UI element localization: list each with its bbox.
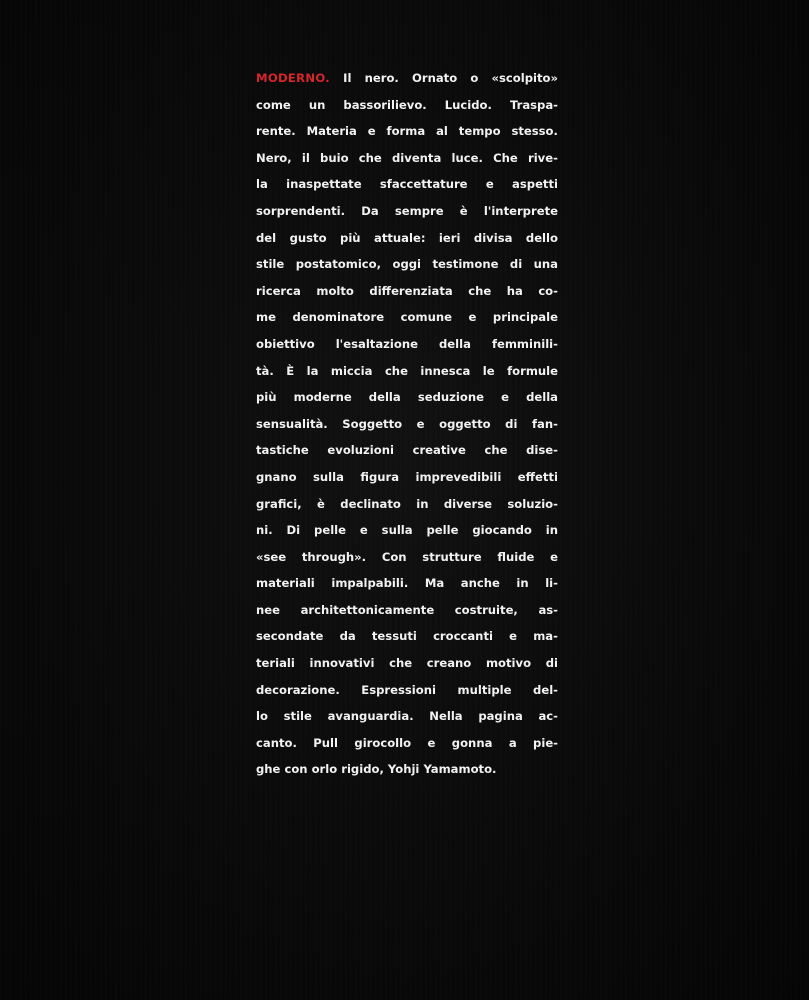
word: oggi: [392, 257, 422, 272]
word: l'interprete: [483, 203, 558, 218]
word: Espressioni: [361, 682, 436, 697]
text-line: [256, 92, 558, 119]
word: molto: [316, 283, 354, 298]
word: pagina: [478, 709, 523, 724]
word: Soggetto: [342, 416, 403, 431]
word: moderne: [293, 390, 352, 405]
word: che: [384, 363, 408, 378]
word: principale: [492, 310, 558, 325]
word: differenziata: [369, 283, 453, 298]
word: gusto: [289, 230, 327, 245]
word: «scolpito»: [491, 71, 558, 85]
word: fluide: [497, 549, 535, 564]
word: creano: [426, 656, 472, 671]
word: sensualità.: [256, 416, 328, 431]
word: evoluzioni: [327, 443, 394, 458]
word: a: [508, 735, 517, 750]
word: Il: [343, 71, 352, 85]
word: grafici,: [256, 496, 302, 511]
text-line: [256, 677, 558, 704]
word: formule: [507, 363, 558, 378]
word: «see: [256, 549, 287, 564]
word: croccanti: [433, 629, 493, 644]
word: Da: [361, 203, 379, 218]
word: impalpabili.: [331, 576, 409, 591]
word: di: [509, 257, 523, 272]
word: della: [368, 390, 401, 405]
word: è: [317, 496, 325, 511]
word: e: [550, 549, 558, 564]
word: effetti: [517, 469, 558, 484]
word: del: [256, 230, 277, 245]
word: da: [339, 629, 356, 644]
word: del-: [533, 682, 558, 697]
word: o: [470, 71, 479, 85]
word: buio: [320, 150, 349, 165]
word: che: [468, 283, 492, 298]
word: ma-: [533, 629, 558, 644]
text-line: [256, 171, 558, 198]
lead-word: MODERNO.: [256, 71, 330, 85]
word: teriali: [256, 656, 295, 671]
word: e: [367, 124, 376, 139]
word: che: [358, 150, 382, 165]
text-line: [256, 570, 558, 597]
word: declinato: [340, 496, 401, 511]
word: pie-: [533, 735, 558, 750]
word: materiali: [256, 576, 315, 591]
word: Ornato: [412, 71, 458, 85]
word: denominatore: [292, 310, 385, 325]
word: obiettivo: [256, 336, 315, 351]
word: l'esaltazione: [335, 336, 418, 351]
text-line: [256, 544, 558, 571]
word: Pull: [313, 735, 338, 750]
text-line: [256, 650, 558, 677]
word: comune: [400, 310, 452, 325]
word: secondate: [256, 629, 324, 644]
word: un: [308, 97, 326, 112]
word: li-: [545, 576, 558, 591]
word: through».: [301, 549, 367, 564]
word: giocando: [472, 523, 532, 538]
word: canto.: [256, 735, 297, 750]
word: dise-: [526, 443, 558, 458]
word: il: [301, 150, 310, 165]
word: costruite,: [454, 602, 518, 617]
text-line: [256, 65, 558, 92]
word: divisa: [473, 230, 513, 245]
word: luce.: [451, 150, 483, 165]
article-body: [256, 65, 558, 783]
word: attuale:: [374, 230, 426, 245]
text-line: [256, 491, 558, 518]
text-line: [256, 304, 558, 331]
word: le: [482, 363, 495, 378]
word: ni.: [256, 523, 273, 538]
word: È: [286, 363, 295, 378]
word: ricerca: [256, 283, 301, 298]
word: nee: [256, 602, 280, 617]
word: dello: [525, 230, 558, 245]
word: Nella: [429, 709, 463, 724]
word: imprevedibili: [415, 469, 502, 484]
word: stesso.: [511, 124, 558, 139]
word: nero.: [364, 71, 399, 85]
word: anche: [460, 576, 500, 591]
word: architettonicamente: [300, 602, 435, 617]
text-line: [256, 358, 558, 385]
word: Materia: [306, 124, 357, 139]
word: e: [359, 523, 368, 538]
word: di: [545, 656, 558, 671]
word: Traspa-: [509, 97, 558, 112]
word: ac-: [538, 709, 558, 724]
word: multiple: [457, 682, 512, 697]
word: creative: [412, 443, 466, 458]
word: tà.: [256, 363, 274, 378]
word: Nero,: [256, 150, 292, 165]
word: innesca: [420, 363, 471, 378]
word: as-: [538, 602, 558, 617]
word: in: [516, 576, 529, 591]
word: della: [438, 336, 471, 351]
word: soluzio-: [507, 496, 558, 511]
word: decorazione.: [256, 682, 340, 697]
text-line: [256, 118, 558, 145]
word: più: [340, 230, 361, 245]
word: e: [501, 390, 509, 405]
word: come: [256, 97, 291, 112]
word: più: [256, 390, 277, 405]
word: sfaccettature: [379, 177, 468, 192]
word: aspetti: [512, 177, 558, 192]
word: sorprendenti.: [256, 203, 346, 218]
text-line: [256, 623, 558, 650]
word: me: [256, 310, 276, 325]
word: e: [485, 177, 494, 192]
text-line: [256, 464, 558, 491]
word: Di: [286, 523, 301, 538]
word: girocollo: [354, 735, 412, 750]
text-line: [256, 278, 558, 305]
word: in: [545, 523, 558, 538]
text-line: [256, 384, 558, 411]
word: diventa: [391, 150, 442, 165]
word: tempo: [458, 124, 501, 139]
word: gnano: [256, 469, 297, 484]
word: pelle: [314, 523, 347, 538]
word: ha: [506, 283, 523, 298]
word: sulla: [381, 523, 413, 538]
word: Che: [493, 150, 518, 165]
text-line: [256, 437, 558, 464]
text-line: [256, 597, 558, 624]
word: sulla: [313, 469, 344, 484]
word: è: [459, 203, 468, 218]
text-line: [256, 730, 558, 757]
word: stile: [283, 709, 312, 724]
word: lo: [256, 709, 268, 724]
word: Con: [381, 549, 407, 564]
word: miccia: [330, 363, 373, 378]
word: forma: [386, 124, 426, 139]
text-line: [256, 198, 558, 225]
word: innovativi: [309, 656, 375, 671]
text-line: [256, 145, 558, 172]
word: sempre: [394, 203, 444, 218]
word: fan-: [532, 416, 558, 431]
word: diverse: [443, 496, 492, 511]
text-line: [256, 703, 558, 730]
word: la: [256, 177, 268, 192]
text-line: [256, 225, 558, 252]
word: in: [416, 496, 429, 511]
word: e: [427, 735, 436, 750]
word: figura: [360, 469, 400, 484]
word: di: [505, 416, 518, 431]
word: motivo: [485, 656, 532, 671]
word: inaspettate: [286, 177, 362, 192]
word: rive-: [527, 150, 558, 165]
word: Lucido.: [444, 97, 492, 112]
word: avanguardia.: [327, 709, 414, 724]
word: Ma: [424, 576, 445, 591]
word: e: [468, 310, 477, 325]
word: ieri: [438, 230, 461, 245]
word: una: [533, 257, 558, 272]
text-line-last: ghe con orlo rigido, Yohji Yamamoto.: [256, 762, 497, 777]
word: e: [509, 629, 518, 644]
text-line: [256, 517, 558, 544]
word: tastiche: [256, 443, 309, 458]
word: che: [484, 443, 508, 458]
word: rente.: [256, 124, 296, 139]
word: pelle: [426, 523, 459, 538]
text-line: [256, 331, 558, 358]
word: testimone: [432, 257, 499, 272]
word: femminili-: [491, 336, 558, 351]
word: strutture: [422, 549, 482, 564]
word: gonna: [451, 735, 493, 750]
word: bassorilievo.: [343, 97, 427, 112]
word: della: [526, 390, 558, 405]
word: e: [416, 416, 425, 431]
word: che: [389, 656, 413, 671]
text-line: [256, 411, 558, 438]
word: oggetto: [439, 416, 491, 431]
word: la: [306, 363, 319, 378]
text-line: [256, 251, 558, 278]
word: postatomico,: [295, 257, 382, 272]
word: al: [436, 124, 448, 139]
word: seduzione: [417, 390, 484, 405]
word: stile: [256, 257, 285, 272]
word: tessuti: [371, 629, 417, 644]
word: co-: [538, 283, 558, 298]
